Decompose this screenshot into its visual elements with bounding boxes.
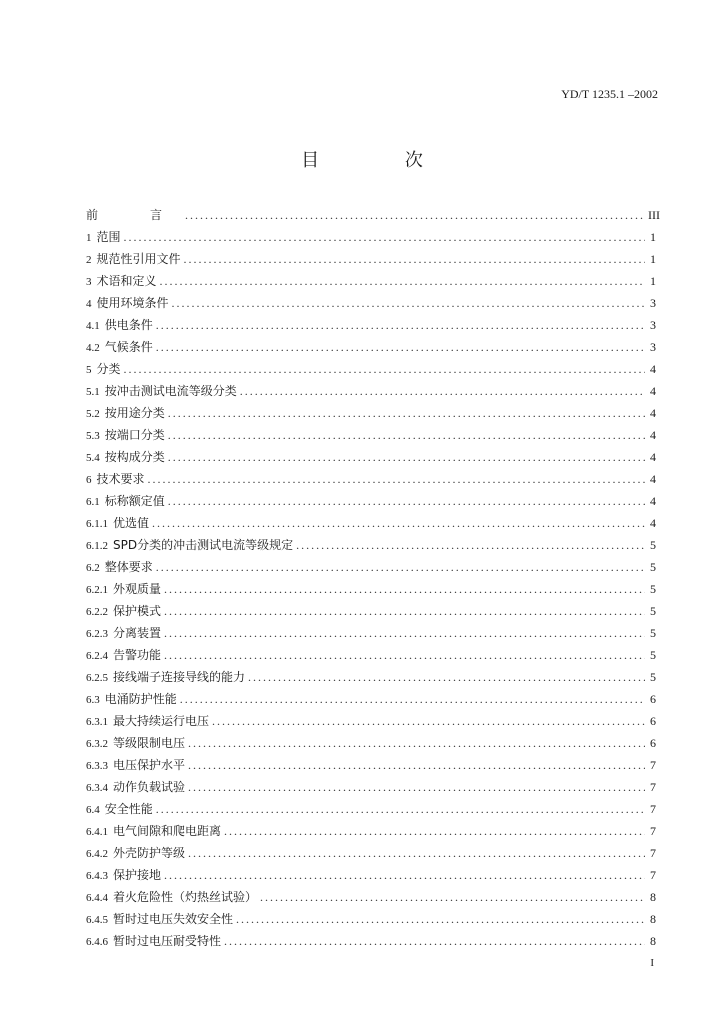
toc-entry-page: 7 <box>650 846 656 860</box>
toc-leader-dots <box>152 512 645 534</box>
toc-entry-number: 6.3.2 <box>86 738 108 750</box>
toc-entry-page: 1 <box>650 230 656 244</box>
toc-entry-page: 7 <box>650 780 656 794</box>
toc-entry-number: 6.4 <box>86 804 100 816</box>
toc-entry[interactable] <box>86 908 656 930</box>
toc-entry[interactable] <box>86 402 656 424</box>
toc-leader-dots <box>148 468 645 490</box>
toc-entry-label: 告警功能 <box>113 648 162 662</box>
toc-entry-page: 8 <box>650 890 656 904</box>
toc-leader-dots <box>224 820 645 842</box>
toc-entry-page: 7 <box>650 868 656 882</box>
toc-entry-page: 7 <box>650 758 656 772</box>
toc-entry-number: 1 <box>86 232 92 244</box>
toc-leader-dots <box>180 688 645 710</box>
toc-entry-label: 术语和定义 <box>96 274 157 288</box>
toc-entry[interactable] <box>86 710 656 732</box>
page-number: I <box>650 957 654 969</box>
toc-entry-page: 6 <box>650 736 656 750</box>
toc-entry[interactable] <box>86 534 656 556</box>
toc-entry-page: 4 <box>650 494 656 508</box>
toc-entry-number: 2 <box>86 254 92 266</box>
toc-entry-page: 6 <box>650 692 656 706</box>
toc-leader-dots <box>156 556 645 578</box>
toc-entry-number: 6.2 <box>86 562 100 574</box>
toc-entry-number: 6.2.1 <box>86 584 108 596</box>
toc-entry-label: 电气间隙和爬电距离 <box>113 824 222 838</box>
toc-entry[interactable] <box>86 358 656 380</box>
toc-leader-dots <box>185 204 645 226</box>
toc-entry-number: 4.1 <box>86 320 100 332</box>
toc-leader-dots <box>296 534 645 556</box>
toc-entry[interactable] <box>86 842 656 864</box>
toc-leader-dots <box>168 490 645 512</box>
toc-leader-dots <box>160 270 645 292</box>
toc-entry-label: 最大持续运行电压 <box>113 714 210 728</box>
toc-entry-page: 6 <box>650 714 656 728</box>
toc-leader-dots <box>260 886 645 908</box>
toc-entry-label: 优选值 <box>113 516 150 530</box>
toc-leader-dots <box>212 710 645 732</box>
toc-entry-page: 5 <box>650 670 656 684</box>
toc-entry-number: 6.2.2 <box>86 606 108 618</box>
toc-entry-label: 按冲击测试电流等级分类 <box>104 384 237 398</box>
toc-entry-number: 5.1 <box>86 386 100 398</box>
toc-entry[interactable] <box>86 732 656 754</box>
toc-entry[interactable] <box>86 776 656 798</box>
toc-entry[interactable] <box>86 226 656 248</box>
toc-entry-label: 安全性能 <box>104 802 153 816</box>
toc-leader-dots <box>168 402 645 424</box>
toc-entry-page: 7 <box>650 824 656 838</box>
toc-entry-page: 4 <box>650 472 656 486</box>
toc-entry-number: 6.1.2 <box>86 540 108 552</box>
toc-entry-label: 接线端子连接导线的能力 <box>113 670 246 684</box>
toc-entry-number: 6 <box>86 474 92 486</box>
toc-leader-dots <box>156 314 645 336</box>
toc-leader-dots <box>188 776 645 798</box>
toc-entry[interactable] <box>86 314 656 336</box>
toc-entry-page: 3 <box>650 296 656 310</box>
toc-entry-number: 3 <box>86 276 92 288</box>
toc-entry-number: 6.4.1 <box>86 826 108 838</box>
toc-entry-number: 4.2 <box>86 342 100 354</box>
toc-entry-label: SPD分类的冲击测试电流等级规定 <box>113 538 294 552</box>
toc-entry[interactable] <box>86 336 656 358</box>
toc-entry[interactable] <box>86 688 656 710</box>
toc-entry[interactable] <box>86 930 656 952</box>
toc-entry[interactable] <box>86 820 656 842</box>
toc-entry-number: 6.2.3 <box>86 628 108 640</box>
toc-leader-dots <box>240 380 645 402</box>
toc-entry-page: 3 <box>650 340 656 354</box>
toc-entry-number: 6.1.1 <box>86 518 108 530</box>
toc-entry-label: 电压保护水平 <box>113 758 186 772</box>
toc-leader-dots <box>124 358 645 380</box>
toc-entry-label: 按用途分类 <box>104 406 165 420</box>
toc-entry-page: 5 <box>650 648 656 662</box>
toc-entry-label: 暂时过电压失效安全性 <box>113 912 234 926</box>
toc-entry-label: 技术要求 <box>96 472 145 486</box>
toc-entry[interactable] <box>86 446 656 468</box>
toc-entry[interactable] <box>86 644 656 666</box>
toc-leader-dots <box>164 578 645 600</box>
toc-entry-number: 6.4.5 <box>86 914 108 926</box>
toc-entry-number: 6.3.4 <box>86 782 108 794</box>
toc-entry[interactable] <box>86 270 656 292</box>
toc-entry-label: 着火危险性（灼热丝试验） <box>113 890 258 904</box>
toc-entry-page: 8 <box>650 934 656 948</box>
toc-entry[interactable] <box>86 424 656 446</box>
toc-leader-dots <box>224 930 645 952</box>
toc-entry-number: 5.2 <box>86 408 100 420</box>
toc-entry-number: 6.2.4 <box>86 650 108 662</box>
toc-entry-label: 分类 <box>96 362 121 376</box>
toc-leader-dots <box>236 908 645 930</box>
toc-entry[interactable] <box>86 886 656 908</box>
toc-entry-label: 范围 <box>96 230 121 244</box>
toc-entry-label: 规范性引用文件 <box>96 252 181 266</box>
toc-entry-page: 4 <box>650 516 656 530</box>
toc-entry-page: 5 <box>650 538 656 552</box>
toc-entry-label: 电涌防护性能 <box>104 692 177 706</box>
toc-entry-label: 外观质量 <box>113 582 162 596</box>
toc-entry-page: 8 <box>650 912 656 926</box>
toc-entry[interactable] <box>86 578 656 600</box>
toc-entry-label: 按构成分类 <box>104 450 165 464</box>
toc-entry-page: III <box>648 208 660 222</box>
toc-entry-label: 整体要求 <box>104 560 153 574</box>
toc-entry[interactable] <box>86 864 656 886</box>
toc-entry-label: 标称额定值 <box>104 494 165 508</box>
toc-entry-number: 6.4.3 <box>86 870 108 882</box>
toc-entry-label: 按端口分类 <box>104 428 165 442</box>
toc-entry-page: 1 <box>650 274 656 288</box>
toc-entry-label: 前 言 <box>86 208 183 222</box>
toc-entry-label: 外壳防护等级 <box>113 846 186 860</box>
toc-entry-number: 6.4.2 <box>86 848 108 860</box>
toc-entry-page: 1 <box>650 252 656 266</box>
toc-leader-dots <box>184 248 645 270</box>
toc-entry-label: 动作负载试验 <box>113 780 186 794</box>
toc-entry-number: 5 <box>86 364 92 376</box>
toc-entry[interactable] <box>86 248 656 270</box>
toc-entry-label: 分离装置 <box>113 626 162 640</box>
toc-entry-label: 保护模式 <box>113 604 162 618</box>
table-of-contents <box>86 204 660 952</box>
toc-leader-dots <box>164 622 645 644</box>
toc-entry-number: 4 <box>86 298 92 310</box>
toc-leader-dots <box>164 644 645 666</box>
toc-leader-dots <box>188 842 645 864</box>
toc-leader-dots <box>172 292 645 314</box>
toc-entry[interactable] <box>86 622 656 644</box>
toc-entry-page: 7 <box>650 802 656 816</box>
toc-leader-dots <box>124 226 645 248</box>
toc-title: 目 次 <box>301 150 463 171</box>
toc-entry-page: 4 <box>650 428 656 442</box>
toc-entry-page: 4 <box>650 406 656 420</box>
toc-entry[interactable] <box>86 512 656 534</box>
toc-entry[interactable] <box>86 490 656 512</box>
toc-entry-page: 5 <box>650 626 656 640</box>
toc-entry-page: 4 <box>650 384 656 398</box>
toc-leader-dots <box>164 600 645 622</box>
toc-leader-dots <box>156 336 645 358</box>
toc-entry-page: 3 <box>650 318 656 332</box>
toc-entry-label: 气候条件 <box>104 340 153 354</box>
toc-entry[interactable] <box>86 468 656 490</box>
toc-leader-dots <box>164 864 645 886</box>
toc-entry-label: 等级限制电压 <box>113 736 186 750</box>
toc-entry-label: 保护接地 <box>113 868 162 882</box>
toc-entry-number: 5.4 <box>86 452 100 464</box>
toc-entry-number: 6.4.6 <box>86 936 108 948</box>
toc-entry-number: 6.1 <box>86 496 100 508</box>
toc-leader-dots <box>248 666 645 688</box>
toc-entry-label: 暂时过电压耐受特性 <box>113 934 222 948</box>
toc-entry-number: 6.3.3 <box>86 760 108 772</box>
toc-leader-dots <box>188 732 645 754</box>
toc-entry[interactable] <box>86 204 660 226</box>
toc-entry[interactable] <box>86 292 656 314</box>
toc-entry-page: 4 <box>650 362 656 376</box>
toc-entry[interactable] <box>86 798 656 820</box>
toc-entry-number: 6.3.1 <box>86 716 108 728</box>
toc-entry-number: 6.2.5 <box>86 672 108 684</box>
document-id: YD/T 1235.1 –2002 <box>561 87 658 101</box>
toc-leader-dots <box>188 754 645 776</box>
toc-entry[interactable] <box>86 600 656 622</box>
toc-entry-number: 6.3 <box>86 694 100 706</box>
toc-entry[interactable] <box>86 754 656 776</box>
toc-leader-dots <box>168 446 645 468</box>
toc-entry-page: 4 <box>650 450 656 464</box>
toc-entry[interactable] <box>86 556 656 578</box>
toc-entry-page: 5 <box>650 582 656 596</box>
toc-entry-number: 6.4.4 <box>86 892 108 904</box>
toc-entry[interactable] <box>86 380 656 402</box>
toc-entry-label: 使用环境条件 <box>96 296 169 310</box>
toc-leader-dots <box>168 424 645 446</box>
toc-leader-dots <box>156 798 645 820</box>
toc-entry-page: 5 <box>650 560 656 574</box>
toc-entry-label: 供电条件 <box>104 318 153 332</box>
toc-entry-page: 5 <box>650 604 656 618</box>
toc-entry[interactable] <box>86 666 656 688</box>
toc-entry-number: 5.3 <box>86 430 100 442</box>
